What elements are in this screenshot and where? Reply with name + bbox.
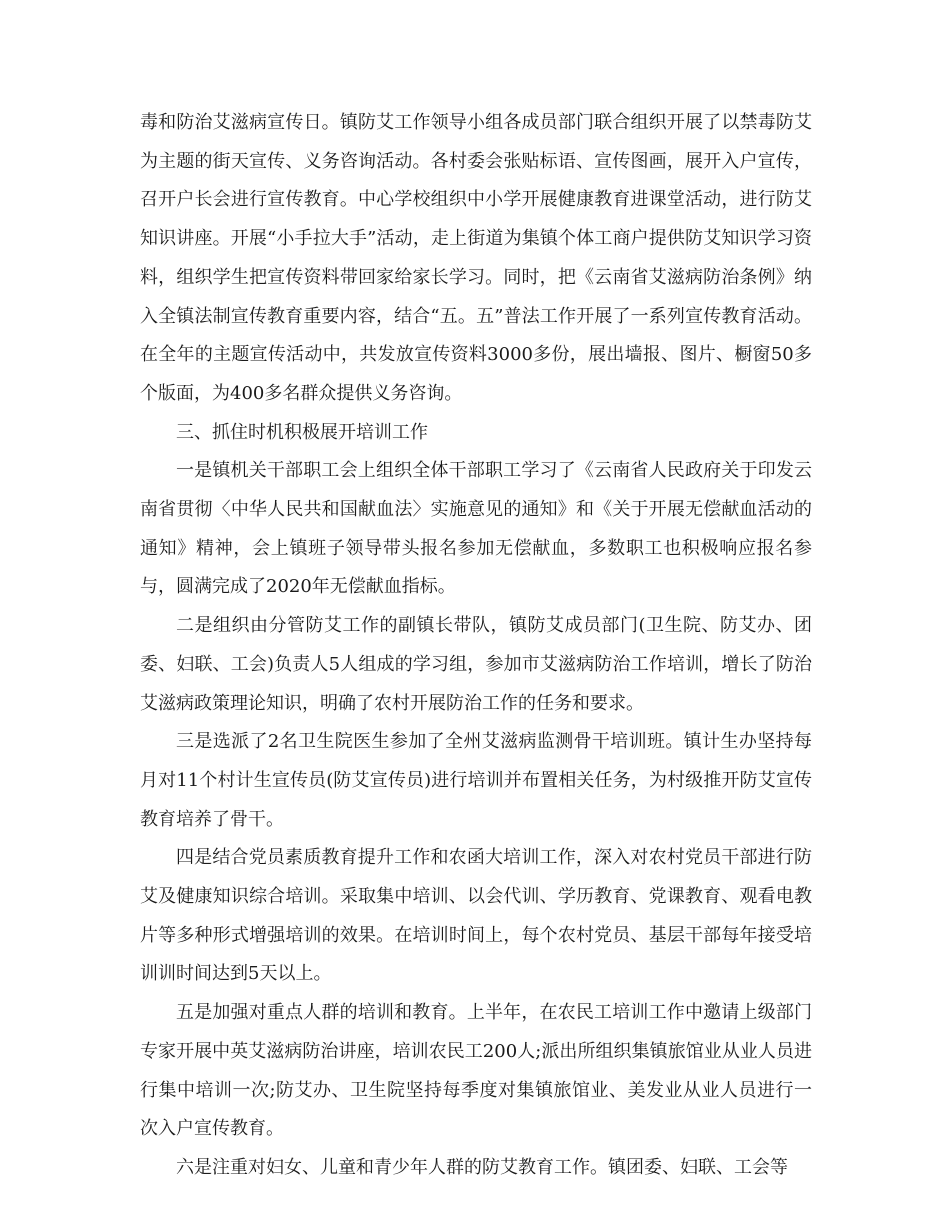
paragraph-training-item-4: 四是结合党员素质教育提升工作和农函大培训工作，深入对农村党员干部进行防艾及健康知识综合培训。采取集中培训、以会代训、学历教育、党课教育、观看电教片等多种形式增强培训的效果。在培训时间上，每个农村党员、基层干部每年接受培训训时间达到5天以上。 [140,847,812,985]
paragraph-training-item-3: 三是选派了2名卫生院医生参加了全州艾滋病监测骨干培训班。镇计生办坚持每月对11个村计生宣传员(防艾宣传员)进行培训并布置相关任务，为村级推开防艾宣传教育培养了骨干。 [140,731,812,830]
document-body [140,104,812,1188]
section-heading-training: 三、抓住时机积极展开培训工作 [176,421,428,443]
paragraph-training-item-2: 二是组织由分管防艾工作的副镇长带队，镇防艾成员部门(卫生院、防艾办、团委、妇联、工会)负责人5人组成的学习组，参加市艾滋病防治工作培训，增长了防治艾滋病政策理论知识，明确了农村开展防治工作的任务和要求。 [140,615,812,714]
paragraph-publicity-activities: 毒和防治艾滋病宣传日。镇防艾工作领导小组各成员部门联合组织开展了以禁毒防艾为主题的街天宣传、义务咨询活动。各村委会张贴标语、宣传图画，展开入户宣传，召开户长会进行宣传教育。中心学校组织中小学开展健康教育进课堂活动，进行防艾知识讲座。开展“小手拉大手”活动，走上街道为集镇个体工商户提供防艾知识学习资料，组织学生把宣传资料带回家给家长学习。同时，把《云南省艾滋病防治条例》纳入全镇法制宣传教育重要内容，结合“五。五”普法工作开展了一系列宣传教育活动。在全年的主题宣传活动中，共发放宣传资料3000多份，展出墙报、图片、橱窗50多个版面，为400多名群众提供义务咨询。 [140,112,812,404]
paragraph-training-item-5: 五是加强对重点人群的培训和教育。上半年，在农民工培训工作中邀请上级部门专家开展中英艾滋病防治讲座，培训农民工200人;派出所组织集镇旅馆业从业人员进行集中培训一次;防艾办、卫生院坚持每季度对集镇旅馆业、美发业从业人员进行一次入户宣传教育。 [140,1002,812,1140]
paragraph-training-item-6: 六是注重对妇女、儿童和青少年人群的防艾教育工作。镇团委、妇联、工会等 [176,1156,788,1178]
paragraph-training-item-1: 一是镇机关干部职工会上组织全体干部职工学习了《云南省人民政府关于印发云南省贯彻〈中华人民共和国献血法〉实施意见的通知》和《关于开展无偿献血活动的通知》精神，会上镇班子领导带头报名参加无偿献血，多数职工也积极响应报名参与，圆满完成了2020年无偿献血指标。 [140,460,812,598]
